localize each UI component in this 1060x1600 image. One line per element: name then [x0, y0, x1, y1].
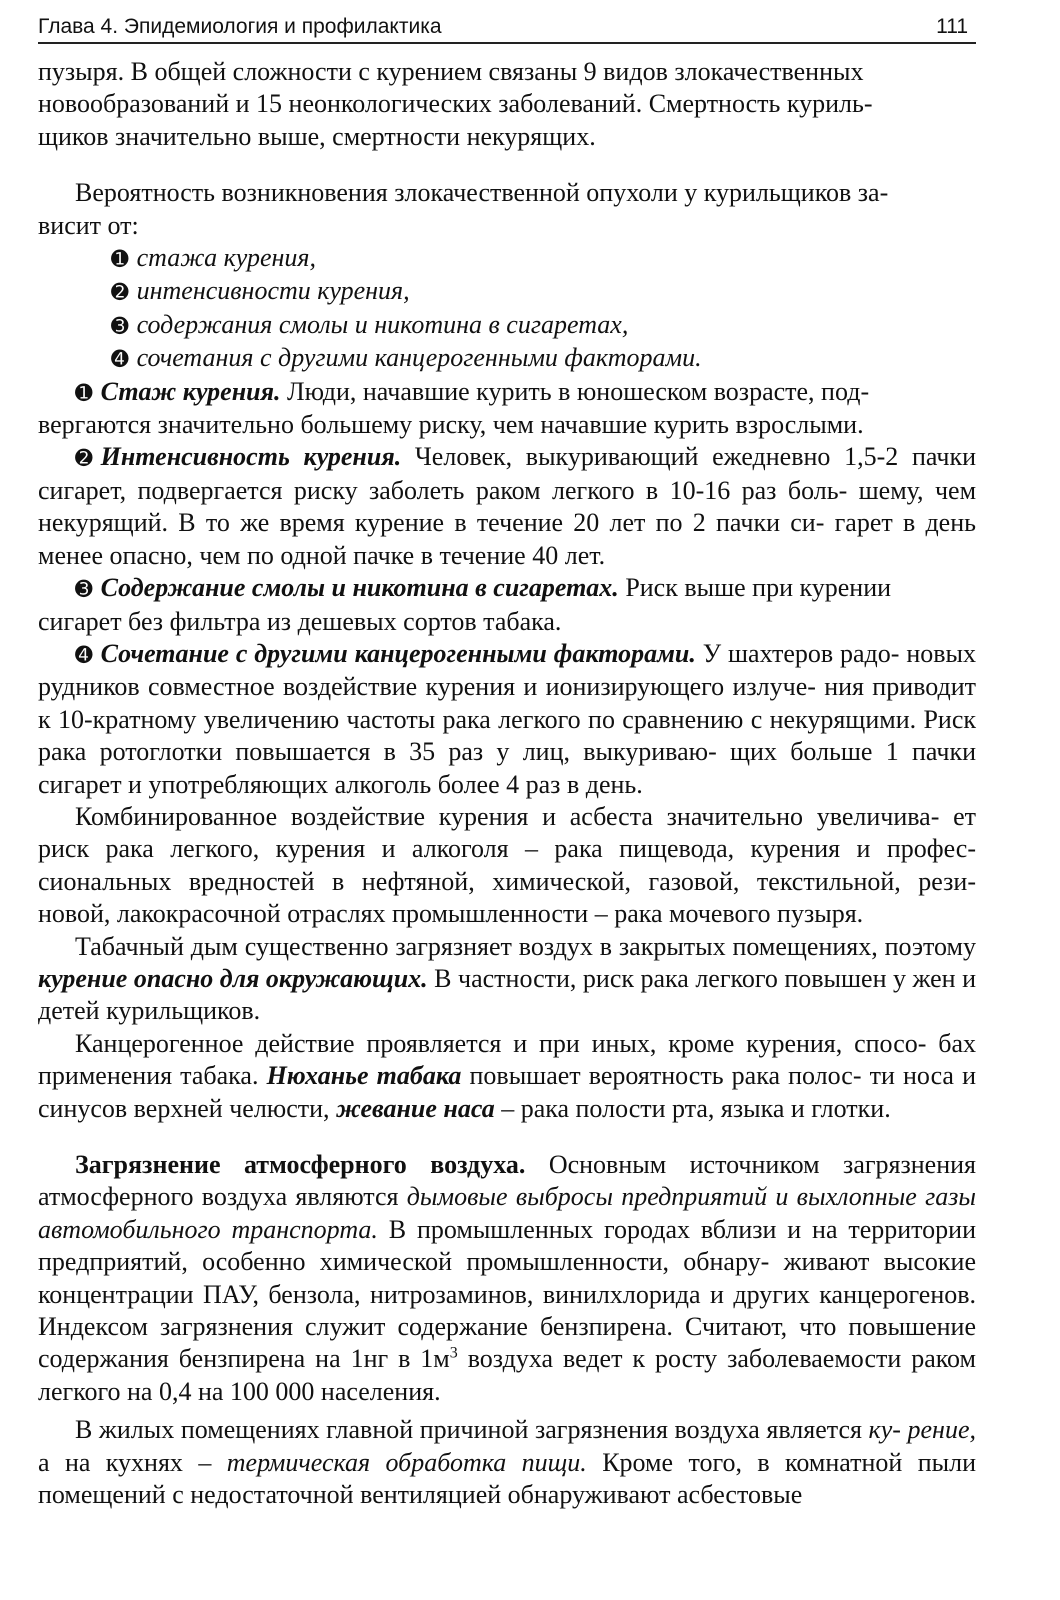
- number-2-icon: ➋: [111, 280, 129, 305]
- chapter-title: Глава 4. Эпидемиология и профилактика: [38, 15, 442, 38]
- number-4-icon: ➍: [111, 347, 129, 372]
- paragraph: Табачный дым существенно загрязняет воздух в закрытых помещениях, поэтому курение опасно для окружающих. В частности, риск рака легкого повышен у жен и детей курильщиков.: [38, 931, 977, 1026]
- list-item: ➊ стажа курения,: [111, 243, 316, 273]
- list-item: ➋ интенсивности курения,: [111, 276, 410, 306]
- number-3-icon: ➌: [111, 313, 129, 338]
- running-header: [38, 14, 976, 44]
- factor-list: [38, 242, 976, 376]
- list-item: ➌ содержания смолы и никотина в сигаретах,: [111, 309, 629, 339]
- list-item: ➍ сочетания с другими канцерогенными факторами.: [111, 343, 702, 373]
- paragraph: ➍ Сочетание с другими канцерогенными факторами. У шахтеров радо- новых рудников совместное воздействие курения и ионизирующего излуче- ния приводит к 10-кратному увеличению частоты рака легкого по сравнению с некурящими. Риск рака ротоглотки повышается в 35 раз у лиц, выкуриваю- щих больше 1 пачки сигарет и употребляющих алкоголь более 4 раз в день.: [38, 638, 977, 799]
- paragraph: Загрязнение атмосферного воздуха. Основным источником загрязнения атмосферного воздуха являются дымовые выбросы предприятий и выхлопные газы автомобильного транспорта. В промышленных городах вблизи и на территории предприятий, особенно химической промышленности, обнару- живают высокие концентрации ПАУ, бензола, нитрозаминов, винилхлорида и других канцерогенов. Индексом загрязнения служит содержание бензпирена. Считают, что повышение содержания бензпирена на 1нг в $1м^3$ воздуха ведет к росту заболеваемости раком легкого на 0,4 на 100 000 населения.: [38, 1150, 977, 1406]
- page-body: [38, 56, 976, 1511]
- number-4-icon: ➍: [75, 642, 93, 667]
- paragraph: ➋ Интенсивность курения. Человек, выкуривающий ежедневно 1,5-2 пачки сигарет, подвергается риску заболеть раком легкого в 10-16 раз боль- шему, чем некурящий. В то же время курение в течение 20 лет по 2 пачки си- гарет в день менее опасно, чем по одной пачке в течение 40 лет.: [38, 442, 977, 570]
- number-1-icon: ➊: [111, 247, 129, 272]
- paragraph: ➌ Содержание смолы и никотина в сигаретах. Риск выше при курении сигарет без фильтра из дешевых сортов табака.: [38, 573, 892, 636]
- page-number: 111: [936, 15, 968, 38]
- paragraph: Комбинированное воздействие курения и асбеста значительно увеличива- ет риск рака легкого, курения и алкоголя – рака пищевода, курения и профес- сиональных вредностей в нефтяной, химической, газовой, текстильной, рези- новой, лакокрасочной отраслях промышленности – рака мочевого пузыря.: [38, 801, 976, 929]
- paragraph: пузыря. В общей сложности с курением связаны 9 видов злокачественных новообразований и 15 неонкологических заболеваний. Смертность куриль- щиков значительно выше, смертности некурящих.: [38, 57, 873, 151]
- paragraph: Канцерогенное действие проявляется и при иных, кроме курения, спосо- бах применения табака. Нюханье табака повышает вероятность рака полос- ти носа и синусов верхней челюсти, жевание наса – рака полости рта, языка и глотки.: [38, 1028, 976, 1123]
- number-1-icon: ➊: [75, 380, 93, 405]
- book-page: [38, 14, 976, 1511]
- section-heading: Загрязнение атмосферного воздуха.: [75, 1150, 526, 1179]
- paragraph: В жилых помещениях главной причиной загрязнения воздуха является ку- рение, а на кухнях – термическая обработка пищи. Кроме того, в комнатной пыли помещений с недостаточной вентиляцией обнаруживают асбестовые: [38, 1415, 976, 1510]
- number-2-icon: ➋: [75, 446, 93, 471]
- paragraph: ➊ Стаж курения. Люди, начавшие курить в юношеском возрасте, под- вергаются значительно большему риску, чем начавшие курить взрослыми.: [38, 376, 870, 440]
- number-3-icon: ➌: [75, 577, 93, 602]
- paragraph: Вероятность возникновения злокачественной опухоли у курильщиков за- висит от:: [38, 178, 889, 240]
